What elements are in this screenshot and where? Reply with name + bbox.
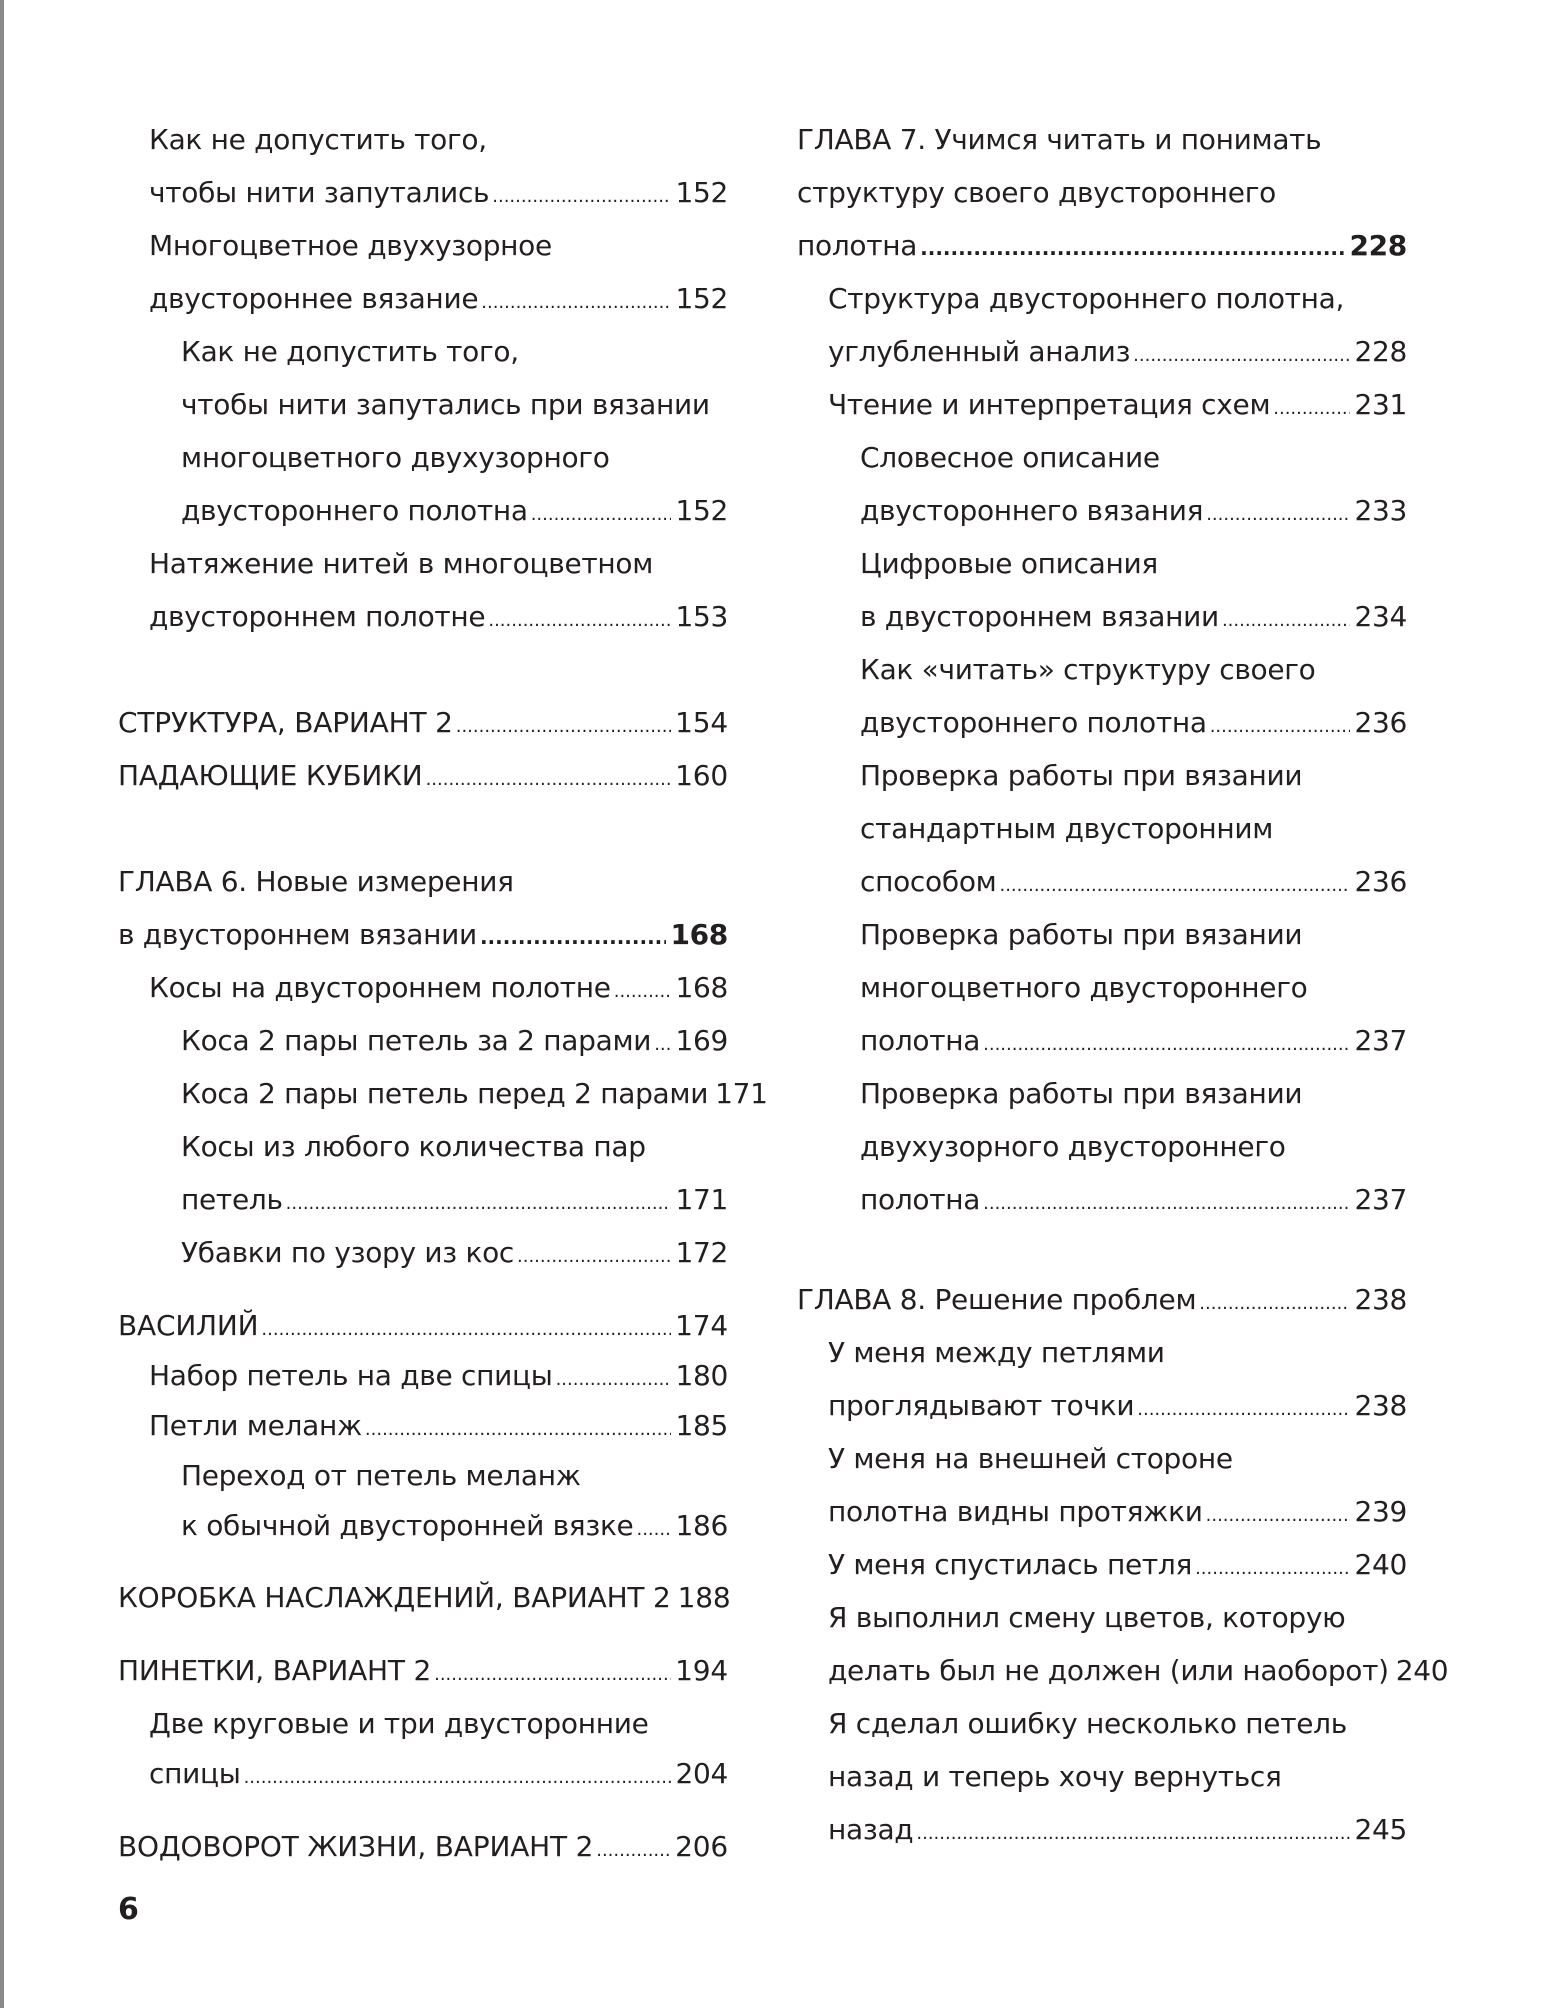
toc-entry-page: 171 <box>715 1077 768 1110</box>
toc-entry <box>181 330 728 374</box>
toc-entry <box>860 595 1407 639</box>
page-edge <box>0 0 4 2008</box>
toc-entry-title: У меня на внешней стороне <box>828 1442 1233 1475</box>
toc-entry-title: Я выполнил смену цветов, которую <box>828 1601 1346 1634</box>
toc-entry-title: полотна <box>797 229 918 262</box>
toc-entry-page: 194 <box>675 1654 728 1687</box>
toc-entry-title: делать был не должен (или наоборот) <box>828 1654 1389 1687</box>
toc-entry <box>860 913 1407 957</box>
toc-dot-leader <box>1206 493 1350 537</box>
toc-entry <box>828 1649 1449 1693</box>
toc-entry-title: ПИНЕТКИ, ВАРИАНТ 2 <box>118 1654 432 1687</box>
toc-entry-title: назад <box>828 1813 914 1846</box>
toc-entry-title: Проверка работы при вязании <box>860 918 1303 951</box>
toc-dot-leader <box>517 1235 671 1279</box>
toc-dot-leader <box>916 1812 1350 1856</box>
toc-entry-page: 228 <box>1354 335 1407 368</box>
toc-entry-title: ВОДОВОРОТ ЖИЗНИ, ВАРИАНТ 2 <box>118 1830 594 1863</box>
toc-entry <box>797 118 1407 162</box>
toc-dot-leader <box>1273 387 1350 431</box>
toc-dot-leader <box>983 1182 1350 1226</box>
toc-entry <box>828 1331 1407 1375</box>
toc-dot-leader <box>1195 1547 1350 1591</box>
toc-entry-title: назад и теперь хочу вернуться <box>828 1760 1282 1793</box>
toc-entry <box>149 595 728 639</box>
toc-entry <box>860 966 1407 1010</box>
toc-dot-leader <box>1206 1494 1351 1538</box>
toc-entry <box>860 542 1407 586</box>
toc-dot-leader <box>531 493 672 537</box>
toc-entry-title: ПАДАЮЩИЕ КУБИКИ <box>118 759 423 792</box>
toc-entry-title: Словесное описание <box>860 441 1160 474</box>
toc-entry-title: двустороннее вязание <box>149 282 479 315</box>
toc-entry-title: спицы <box>149 1757 241 1790</box>
toc-entry-page: 174 <box>675 1309 728 1342</box>
toc-entry <box>149 277 728 321</box>
toc-entry-title: Натяжение нитей в многоцветном <box>149 547 654 580</box>
toc-entry-title: Я сделал ошибку несколько петель <box>828 1707 1347 1740</box>
toc-entry <box>828 277 1407 321</box>
toc-entry-title: двустороннего вязания <box>860 494 1204 527</box>
toc-entry-page: 240 <box>1395 1654 1449 1687</box>
toc-entry <box>118 701 728 745</box>
toc-entry-page: 228 <box>1349 229 1407 262</box>
toc-entry-page: 188 <box>677 1581 731 1614</box>
toc-entry <box>181 1178 728 1222</box>
toc-entry-title: Структура двустороннего полотна, <box>828 282 1345 315</box>
toc-entry <box>181 489 728 533</box>
toc-entry <box>828 1490 1407 1534</box>
toc-entry <box>118 1576 731 1620</box>
toc-entry-title: КОРОБКА НАСЛАЖДЕНИЙ, ВАРИАНТ 2 <box>118 1581 671 1614</box>
toc-entry-title: Переход от петель меланж <box>181 1459 581 1492</box>
toc-entry-page: 236 <box>1354 865 1407 898</box>
toc-entry <box>797 224 1407 268</box>
toc-entry <box>860 436 1407 480</box>
toc-entry-title: многоцветного двухузорного <box>181 441 610 474</box>
toc-dot-leader <box>614 970 672 1014</box>
toc-dot-leader <box>492 175 671 219</box>
toc-entry <box>149 542 728 586</box>
toc-entry <box>118 1304 728 1348</box>
toc-entry-page: 180 <box>675 1359 728 1392</box>
toc-entry <box>797 1278 1407 1322</box>
toc-entry <box>828 1437 1407 1481</box>
toc-column-left <box>118 0 768 2008</box>
toc-entry-title: ГЛАВА 7. Учимся читать и понимать <box>797 123 1322 156</box>
toc-entry-title: Цифровые описания <box>860 547 1158 580</box>
toc-dot-leader <box>1133 334 1350 378</box>
toc-entry <box>797 171 1407 215</box>
toc-dot-leader <box>636 1508 671 1552</box>
toc-entry <box>860 1178 1407 1222</box>
toc-entry-page: 169 <box>675 1024 728 1057</box>
toc-column-right <box>797 0 1449 2008</box>
toc-entry-page: 233 <box>1354 494 1407 527</box>
toc-entry-page: 185 <box>675 1409 728 1442</box>
toc-entry-title: Убавки по узору из кос <box>181 1236 514 1269</box>
toc-dot-leader <box>426 758 672 802</box>
toc-entry-page: 168 <box>670 918 728 951</box>
toc-entry <box>860 807 1407 851</box>
toc-entry-title: полотна <box>860 1024 981 1057</box>
toc-dot-leader <box>596 1829 671 1873</box>
toc-entry-title: в двустороннем вязании <box>860 600 1219 633</box>
toc-entry <box>181 1019 728 1063</box>
toc-entry-page: 152 <box>675 176 728 209</box>
toc-entry-title: двустороннего полотна <box>181 494 528 527</box>
toc-entry-title: Две круговые и три двусторонние <box>149 1707 649 1740</box>
toc-entry <box>181 1504 728 1548</box>
toc-dot-leader <box>488 599 671 643</box>
toc-dot-leader <box>1199 1282 1350 1326</box>
toc-entry <box>181 383 728 427</box>
toc-entry-page: 153 <box>675 600 728 633</box>
toc-entry-page: 172 <box>675 1236 728 1269</box>
toc-dot-leader <box>365 1408 672 1452</box>
toc-entry <box>828 1755 1407 1799</box>
toc-entry-page: 160 <box>675 759 728 792</box>
toc-entry-title: Набор петель на две спицы <box>149 1359 553 1392</box>
toc-dot-leader <box>244 1756 672 1800</box>
toc-entry-title: Как «читать» структуру своего <box>860 653 1316 686</box>
toc-entry <box>828 1384 1407 1428</box>
toc-entry <box>118 1649 728 1693</box>
toc-entry-title: углубленный анализ <box>828 335 1131 368</box>
toc-entry-title: к обычной двусторонней вязке <box>181 1509 634 1542</box>
toc-entry <box>860 1072 1407 1116</box>
toc-entry <box>828 383 1407 427</box>
toc-dot-leader <box>1137 1388 1350 1432</box>
toc-entry <box>828 330 1407 374</box>
toc-entry <box>149 966 728 1010</box>
toc-entry-title: ГЛАВА 8. Решение проблем <box>797 1283 1197 1316</box>
toc-entry-title: петель <box>181 1183 283 1216</box>
toc-entry-title: ВАСИЛИЙ <box>118 1309 259 1342</box>
toc-entry <box>181 1454 728 1498</box>
toc-entry-page: 186 <box>675 1509 728 1542</box>
toc-entry-title: структуру своего двустороннего <box>797 176 1276 209</box>
toc-entry <box>118 754 728 798</box>
toc-dot-leader <box>481 281 671 325</box>
toc-dot-leader <box>261 1308 671 1352</box>
toc-entry-page: 234 <box>1354 600 1407 633</box>
toc-entry <box>860 489 1407 533</box>
toc-entry-title: Коса 2 пары петель перед 2 парами <box>181 1077 709 1110</box>
toc-entry <box>118 1825 728 1869</box>
toc-dot-leader <box>480 915 667 959</box>
toc-entry <box>828 1596 1407 1640</box>
toc-entry-page: 245 <box>1354 1813 1407 1846</box>
toc-entry-page: 152 <box>675 282 728 315</box>
toc-entry-title: Многоцветное двухузорное <box>149 229 552 262</box>
toc-entry-page: 238 <box>1354 1389 1407 1422</box>
toc-entry-title: Косы на двустороннем полотне <box>149 971 611 1004</box>
toc-entry-title: полотна видны протяжки <box>828 1495 1203 1528</box>
toc-entry-title: Чтение и интерпретация схем <box>828 388 1271 421</box>
toc-entry <box>181 436 728 480</box>
toc-entry <box>118 913 728 957</box>
toc-entry-title: способом <box>860 865 997 898</box>
toc-entry-title: У меня между петлями <box>828 1336 1165 1369</box>
toc-entry <box>149 1404 728 1448</box>
toc-entry <box>149 118 728 162</box>
toc-entry-page: 154 <box>675 706 728 739</box>
toc-entry <box>860 754 1407 798</box>
toc-entry <box>860 1019 1407 1063</box>
toc-entry <box>828 1702 1407 1746</box>
toc-entry-page: 206 <box>675 1830 728 1863</box>
toc-entry-title: чтобы нити запутались <box>149 176 490 209</box>
toc-entry-title: в двустороннем вязании <box>118 918 477 951</box>
toc-entry-page: 239 <box>1354 1495 1407 1528</box>
toc-entry-title: полотна <box>860 1183 981 1216</box>
toc-entry <box>181 1072 768 1116</box>
toc-entry-title: двухузорного двустороннего <box>860 1130 1286 1163</box>
toc-entry-title: Коса 2 пары петель за 2 парами <box>181 1024 652 1057</box>
toc-entry <box>149 1702 728 1746</box>
page-number: 6 <box>118 1892 139 1927</box>
toc-entry-page: 237 <box>1354 1183 1407 1216</box>
toc-entry-title: многоцветного двустороннего <box>860 971 1308 1004</box>
toc-entry-page: 240 <box>1354 1548 1407 1581</box>
toc-entry-title: чтобы нити запутались при вязании <box>181 388 710 421</box>
toc-entry-page: 238 <box>1354 1283 1407 1316</box>
toc-entry-page: 152 <box>675 494 728 527</box>
toc-entry <box>860 648 1407 692</box>
toc-entry <box>149 1752 728 1796</box>
toc-entry-title: СТРУКТУРА, ВАРИАНТ 2 <box>118 706 453 739</box>
toc-entry <box>149 224 728 268</box>
toc-dot-leader <box>456 705 671 749</box>
toc-dot-leader <box>1210 705 1351 749</box>
toc-entry-title: У меня спустилась петля <box>828 1548 1193 1581</box>
toc-entry <box>860 701 1407 745</box>
toc-entry-title: Как не допустить того, <box>181 335 519 368</box>
toc-dot-leader <box>1222 599 1351 643</box>
toc-entry-title: двустороннего полотна <box>860 706 1207 739</box>
toc-entry-title: Косы из любого количества пар <box>181 1130 646 1163</box>
toc-entry-page: 236 <box>1354 706 1407 739</box>
toc-entry <box>860 860 1407 904</box>
toc-entry-page: 237 <box>1354 1024 1407 1057</box>
toc-entry <box>149 1354 728 1398</box>
toc-entry-title: стандартным двусторонним <box>860 812 1274 845</box>
toc-entry <box>181 1125 728 1169</box>
toc-dot-leader <box>920 226 1345 270</box>
toc-dot-leader <box>983 1023 1350 1067</box>
toc-entry <box>181 1231 728 1275</box>
toc-entry-title: Проверка работы при вязании <box>860 759 1303 792</box>
toc-entry-title: Как не допустить того, <box>149 123 487 156</box>
toc-dot-leader <box>556 1358 672 1402</box>
toc-dot-leader <box>286 1182 672 1226</box>
toc-entry-page: 204 <box>675 1757 728 1790</box>
toc-entry-title: проглядывают точки <box>828 1389 1135 1422</box>
toc-dot-leader <box>999 864 1350 908</box>
toc-entry-title: ГЛАВА 6. Новые измерения <box>118 865 514 898</box>
toc-entry-title: Проверка работы при вязании <box>860 1077 1303 1110</box>
toc-entry <box>149 171 728 215</box>
toc-entry <box>828 1543 1407 1587</box>
toc-entry-page: 231 <box>1354 388 1407 421</box>
toc-entry <box>828 1808 1407 1852</box>
toc-entry <box>860 1125 1407 1169</box>
toc-entry-title: Петли меланж <box>149 1409 362 1442</box>
toc-entry-page: 171 <box>675 1183 728 1216</box>
toc-dot-leader <box>654 1023 671 1067</box>
toc-entry-page: 168 <box>675 971 728 1004</box>
toc-entry-title: двустороннем полотне <box>149 600 486 633</box>
toc-dot-leader <box>434 1653 671 1697</box>
toc-entry <box>118 860 728 904</box>
